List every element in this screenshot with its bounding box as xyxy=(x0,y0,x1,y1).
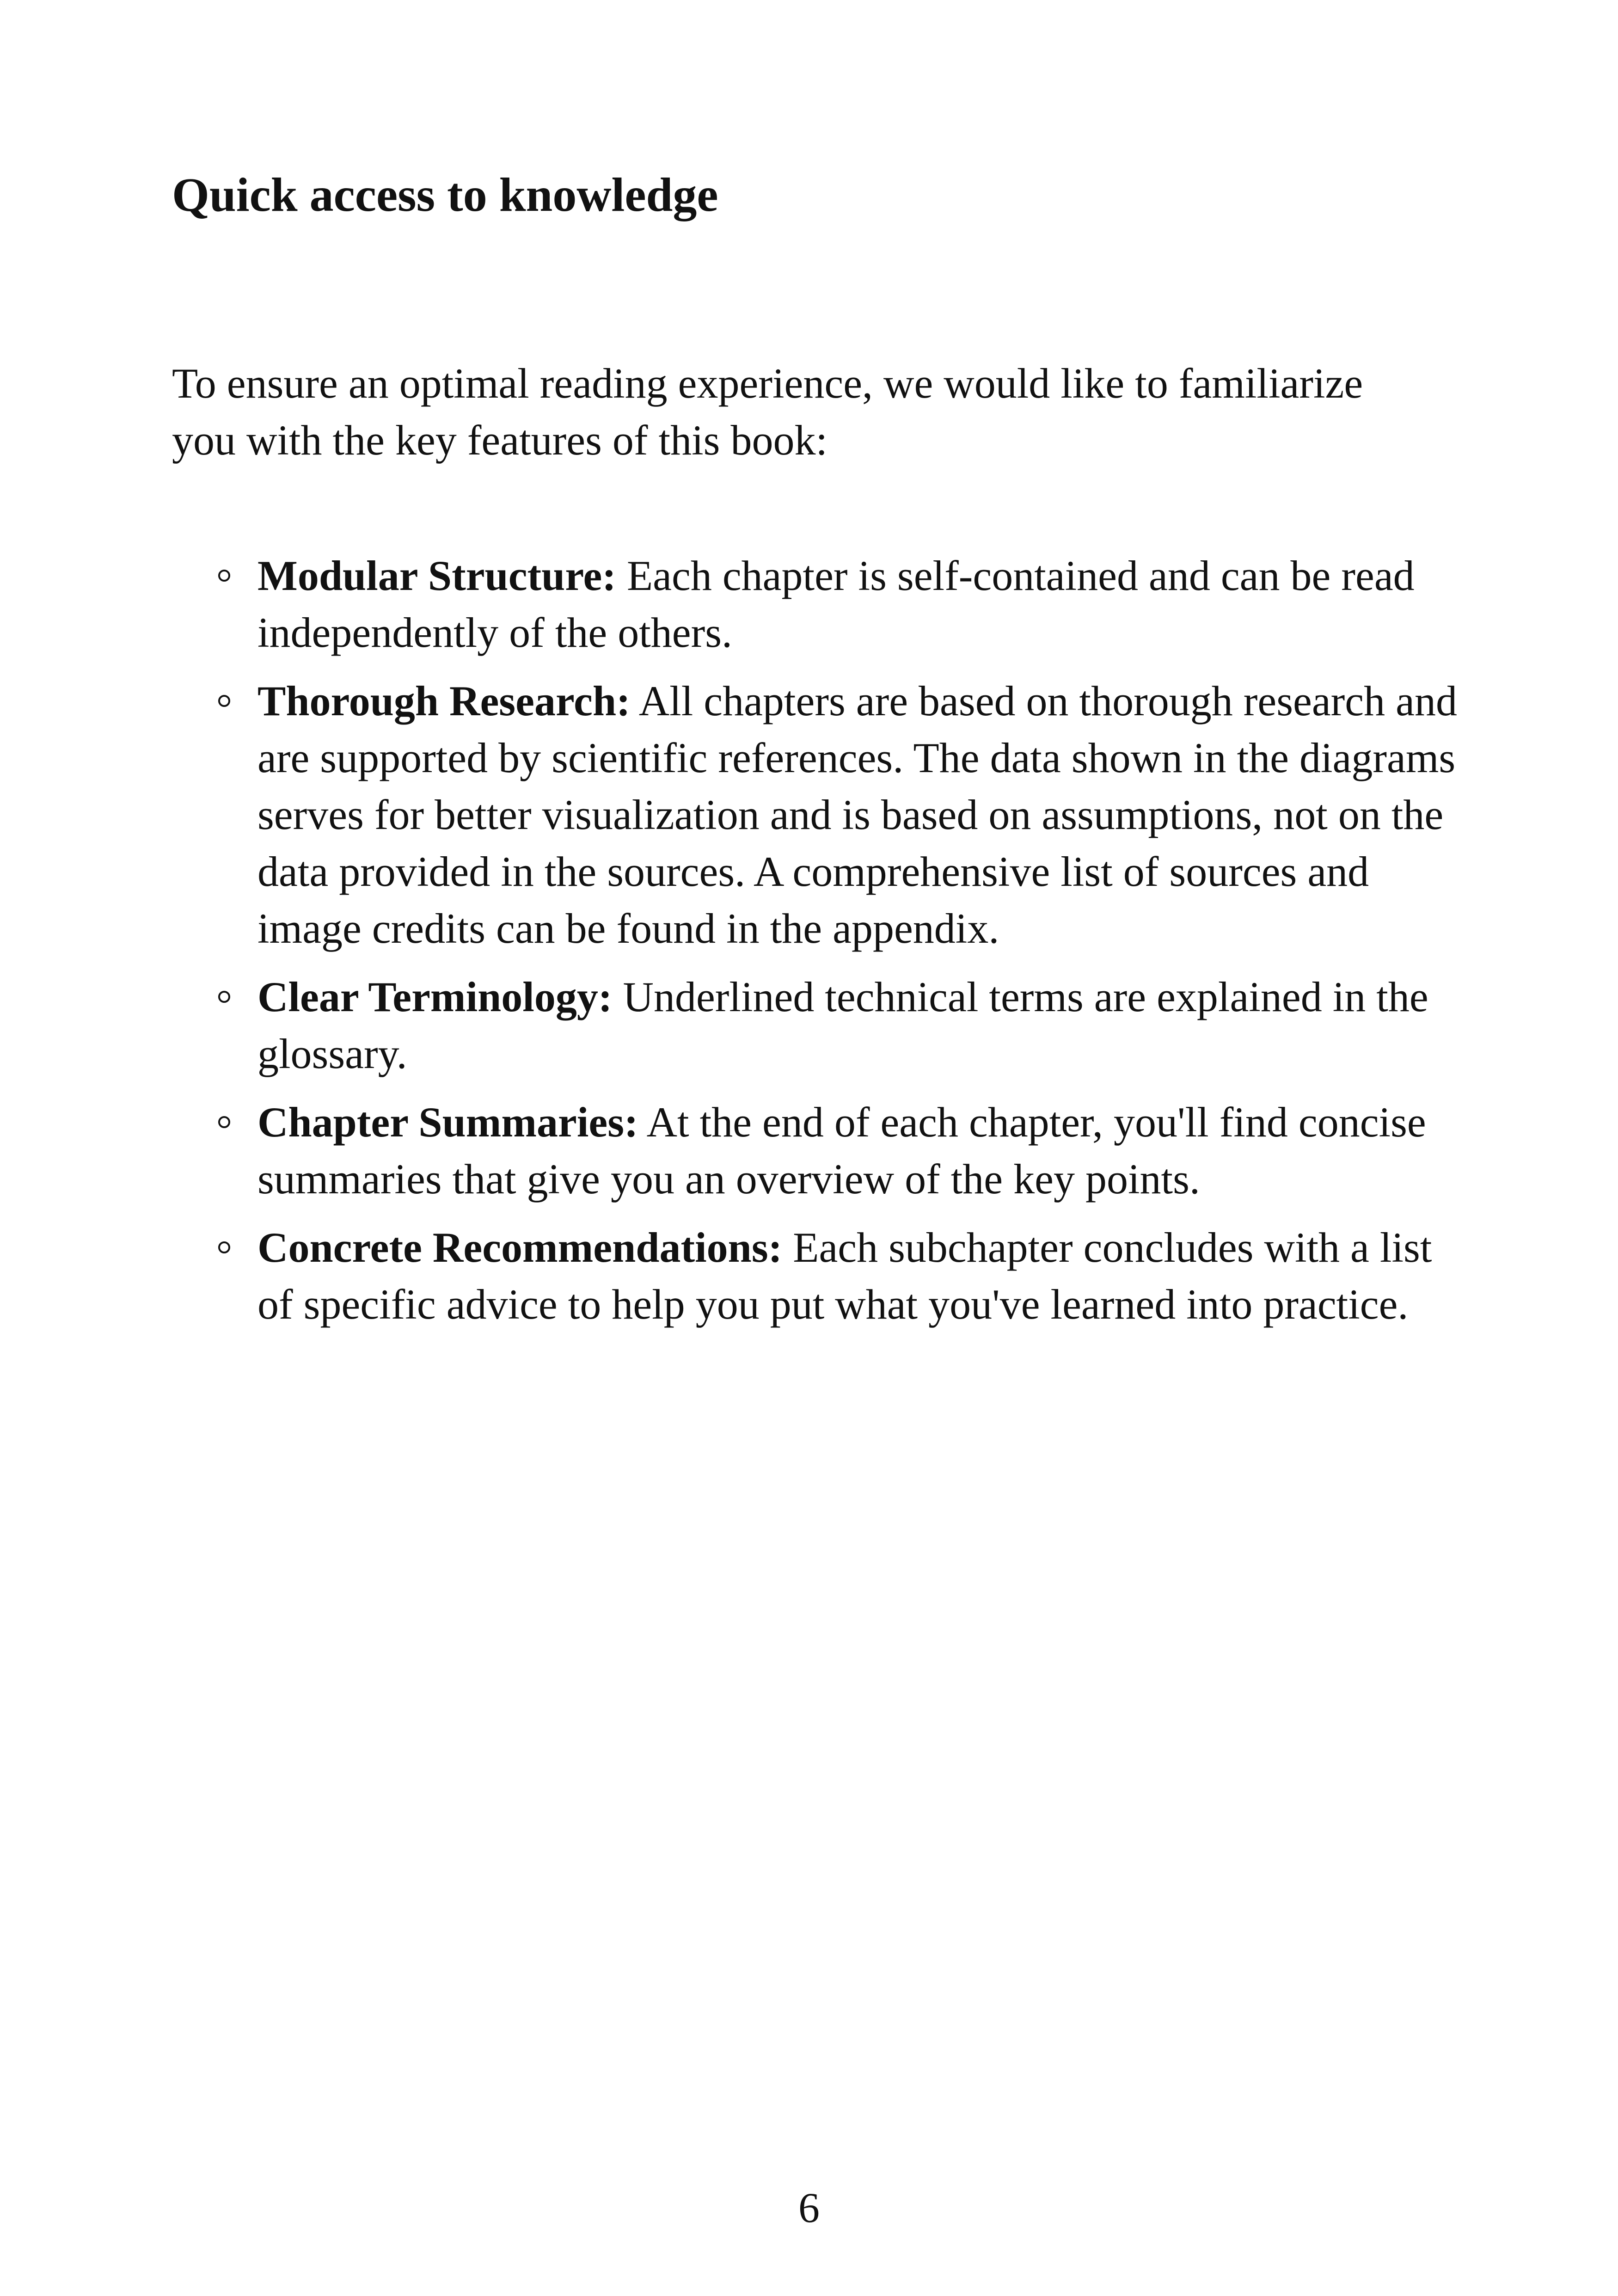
feature-description: Each subchapter concludes with a list of specific advice to help you put what you've learned into practice. xyxy=(257,1224,1432,1328)
hollow-circle-bullet-icon xyxy=(218,1241,230,1253)
feature-item-clear-terminology xyxy=(172,969,1462,1082)
feature-list xyxy=(172,547,1462,1344)
feature-term: Chapter Summaries: xyxy=(257,1099,638,1146)
feature-description: Each chapter is self-contained and can be read independently of the others. xyxy=(257,552,1415,656)
feature-term: Thorough Research: xyxy=(257,677,631,724)
intro-paragraph: To ensure an optimal reading experience, we would like to familiarize you with the key features of this book: xyxy=(172,360,1363,464)
feature-description: Underlined technical terms are explained in the glossary. xyxy=(257,973,1428,1077)
hollow-circle-bullet-icon xyxy=(218,695,230,707)
feature-term: Clear Terminology: xyxy=(257,973,613,1020)
hollow-circle-bullet-icon xyxy=(218,570,230,582)
feature-item-modular-structure xyxy=(172,547,1462,661)
feature-item-thorough-research xyxy=(172,673,1462,957)
feature-item-chapter-summaries xyxy=(172,1094,1462,1208)
hollow-circle-bullet-icon xyxy=(218,1116,230,1128)
feature-description: All chapters are based on thorough research and are supported by scientific references. The data shown in the diagrams serves for better visualization and is based on assumptions, not on the data provided in the sources. A comprehensive list of sources and image credits can be found in the appendix. xyxy=(257,677,1457,952)
feature-term: Concrete Recommendations: xyxy=(257,1224,783,1271)
page-heading: Quick access to knowledge xyxy=(172,168,718,221)
feature-term: Modular Structure: xyxy=(257,552,616,599)
page-number: 6 xyxy=(798,2184,820,2231)
feature-item-concrete-recommendations xyxy=(172,1219,1462,1333)
feature-description: At the end of each chapter, you'll find concise summaries that give you an overview of the key points. xyxy=(257,1099,1426,1203)
hollow-circle-bullet-icon xyxy=(218,991,230,1003)
